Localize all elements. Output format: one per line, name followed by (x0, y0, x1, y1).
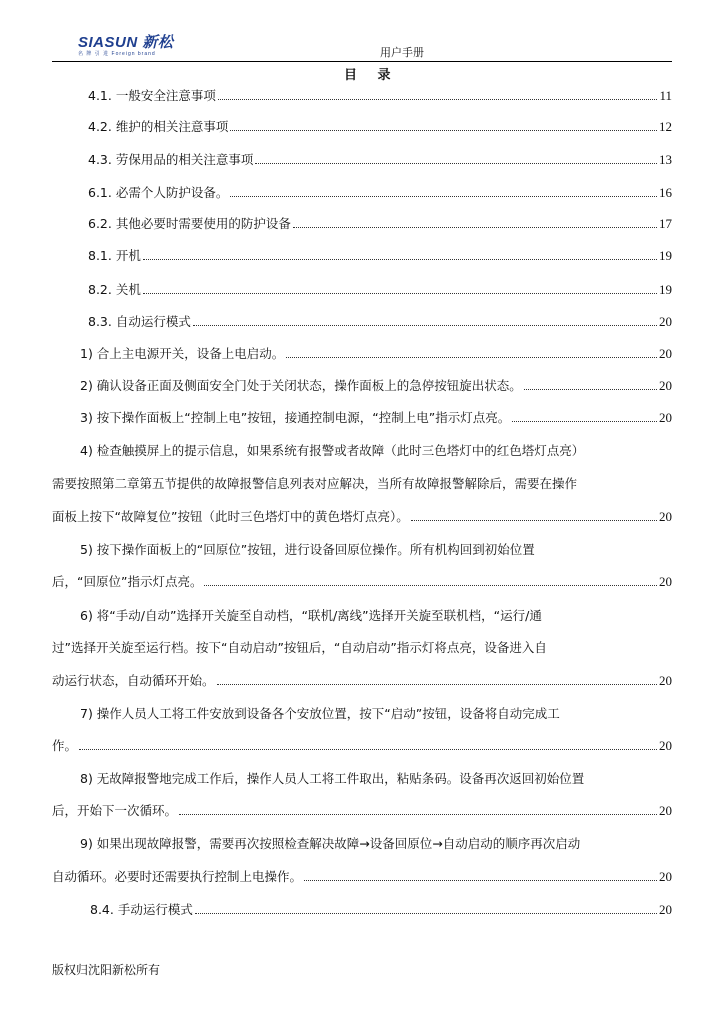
leader-dots (218, 86, 658, 100)
toc-entry-text: 8.3. 自动运行模式 (88, 314, 191, 329)
leader-dots (411, 507, 657, 521)
toc-paragraph-line: 8) 无故障报警地完成工作后，操作人员人工将工件取出，粘贴条码。设备再次返回初始位置 (80, 771, 585, 786)
toc-entry-page: 19 (659, 248, 672, 263)
toc-entry[interactable] (52, 408, 672, 428)
toc-entry-page: 20 (659, 869, 672, 884)
toc-entry-page: 17 (659, 216, 672, 231)
toc-entry[interactable] (52, 900, 672, 920)
leader-dots (524, 376, 657, 390)
toc-entry[interactable] (52, 246, 672, 266)
toc-entry[interactable] (52, 117, 672, 137)
toc-entry[interactable] (52, 867, 672, 887)
toc-entry[interactable] (52, 280, 672, 300)
toc-paragraph-line: 6) 将“手动/自动”选择开关旋至自动档，“联机/离线”选择开关旋至联机档，“运行/通 (80, 608, 542, 623)
toc-entry-text: 6.1. 必需个人防护设备。 (88, 185, 229, 200)
toc-entry-text: 自动循环。必要时还需要执行控制上电操作。 (52, 869, 303, 884)
toc-entry-page: 19 (659, 282, 672, 297)
toc-entry-page: 20 (659, 346, 672, 361)
toc-entry-page: 20 (659, 410, 672, 425)
leader-dots (217, 671, 657, 685)
toc-entry[interactable] (52, 183, 672, 203)
toc-entry-text: 后，开始下一次循环。 (52, 803, 178, 818)
leader-dots (304, 867, 657, 881)
toc-entry[interactable] (52, 736, 672, 756)
toc-entry[interactable] (52, 344, 672, 364)
toc-entry[interactable] (52, 801, 672, 821)
toc-entry-page: 20 (659, 574, 672, 589)
toc-entry-text: 面板上按下“故障复位”按钮（此时三色塔灯中的黄色塔灯点亮）。 (52, 509, 409, 524)
toc-entry-page: 20 (659, 902, 672, 917)
logo-text: SIASUN 新松 (78, 34, 174, 51)
toc-entry-text: 4.1. 一般安全注意事项 (88, 88, 216, 103)
toc-title: 目 录 (344, 68, 399, 83)
toc-paragraph-line: 9) 如果出现故障报警，需要再次按照检查解决故障→设备回原位→自动启动的顺序再次启动 (80, 836, 581, 851)
toc-entry[interactable] (52, 376, 672, 396)
siasun-logo (78, 35, 173, 58)
toc-entry-page: 20 (659, 673, 672, 688)
leader-dots (79, 736, 657, 750)
leader-dots (179, 801, 657, 815)
leader-dots (293, 214, 657, 228)
toc-entry-page: 13 (659, 152, 672, 167)
toc-entry-text: 4.3. 劳保用品的相关注意事项 (88, 152, 254, 167)
toc-entry-text: 8.4. 手动运行模式 (90, 902, 193, 917)
toc-entry[interactable] (52, 312, 672, 332)
toc-entry-text: 3) 按下操作面板上“控制上电”按钮，接通控制电源，“控制上电”指示灯点亮。 (80, 410, 511, 425)
toc-entry-page: 16 (659, 185, 672, 200)
toc-entry[interactable] (52, 214, 672, 234)
toc-entry-page: 20 (659, 314, 672, 329)
toc-entry[interactable] (52, 671, 672, 691)
toc-entry-page: 12 (659, 119, 672, 134)
toc-paragraph-line: 5) 按下操作面板上的“回原位”按钮，进行设备回原位操作。所有机构回到初始位置 (80, 542, 535, 557)
toc-entry-page: 20 (659, 378, 672, 393)
leader-dots (195, 900, 657, 914)
toc-entry-text: 2) 确认设备正面及侧面安全门处于关闭状态，操作面板上的急停按钮旋出状态。 (80, 378, 522, 393)
toc-entry[interactable] (52, 572, 672, 592)
toc-entry-text: 1) 合上主电源开关，设备上电启动。 (80, 346, 285, 361)
leader-dots (255, 150, 657, 164)
toc-paragraph-line: 过”选择开关旋至运行档。按下“自动启动”按钮后，“自动启动”指示灯将点亮，设备进入自 (52, 640, 547, 655)
leader-dots (230, 183, 657, 197)
toc-entry[interactable] (52, 507, 672, 527)
leader-dots (143, 280, 657, 294)
toc-entry-text: 作。 (52, 738, 78, 753)
toc-entry[interactable] (52, 150, 672, 170)
logo-subtext: 名 牌 引 进 Foreign brand (78, 51, 156, 57)
leader-dots (204, 572, 657, 586)
toc-entry[interactable] (52, 86, 672, 106)
toc-paragraph-line: 需要按照第二章第五节提供的故障报警信息列表对应解决，当所有故障报警解除后，需要在操作 (52, 476, 578, 491)
toc-entry-text: 6.2. 其他必要时需要使用的防护设备 (88, 216, 291, 231)
leader-dots (193, 312, 657, 326)
toc-entry-page: 20 (659, 738, 672, 753)
toc-entry-page: 11 (659, 88, 672, 103)
header-rule (52, 61, 672, 62)
leader-dots (230, 117, 657, 131)
footer-copyright: 版权归沈阳新松所有 (52, 963, 161, 977)
toc-paragraph-line: 7) 操作人员人工将工件安放到设备各个安放位置，按下“启动”按钮，设备将自动完成工 (80, 706, 560, 721)
toc-entry-page: 20 (659, 509, 672, 524)
toc-entry-text: 4.2. 维护的相关注意事项 (88, 119, 229, 134)
header-title: 用户手册 (380, 46, 424, 59)
toc-entry-text: 8.2. 关机 (88, 282, 141, 297)
toc-entry-text: 8.1. 开机 (88, 248, 141, 263)
toc-entry-page: 20 (659, 803, 672, 818)
leader-dots (143, 246, 657, 260)
leader-dots (286, 344, 657, 358)
toc-paragraph-line: 4) 检查触摸屏上的提示信息，如果系统有报警或者故障（此时三色塔灯中的红色塔灯点亮） (80, 443, 585, 458)
toc-entry-text: 后，“回原位”指示灯点亮。 (52, 574, 203, 589)
toc-entry-text: 动运行状态，自动循环开始。 (52, 673, 215, 688)
leader-dots (512, 408, 657, 422)
